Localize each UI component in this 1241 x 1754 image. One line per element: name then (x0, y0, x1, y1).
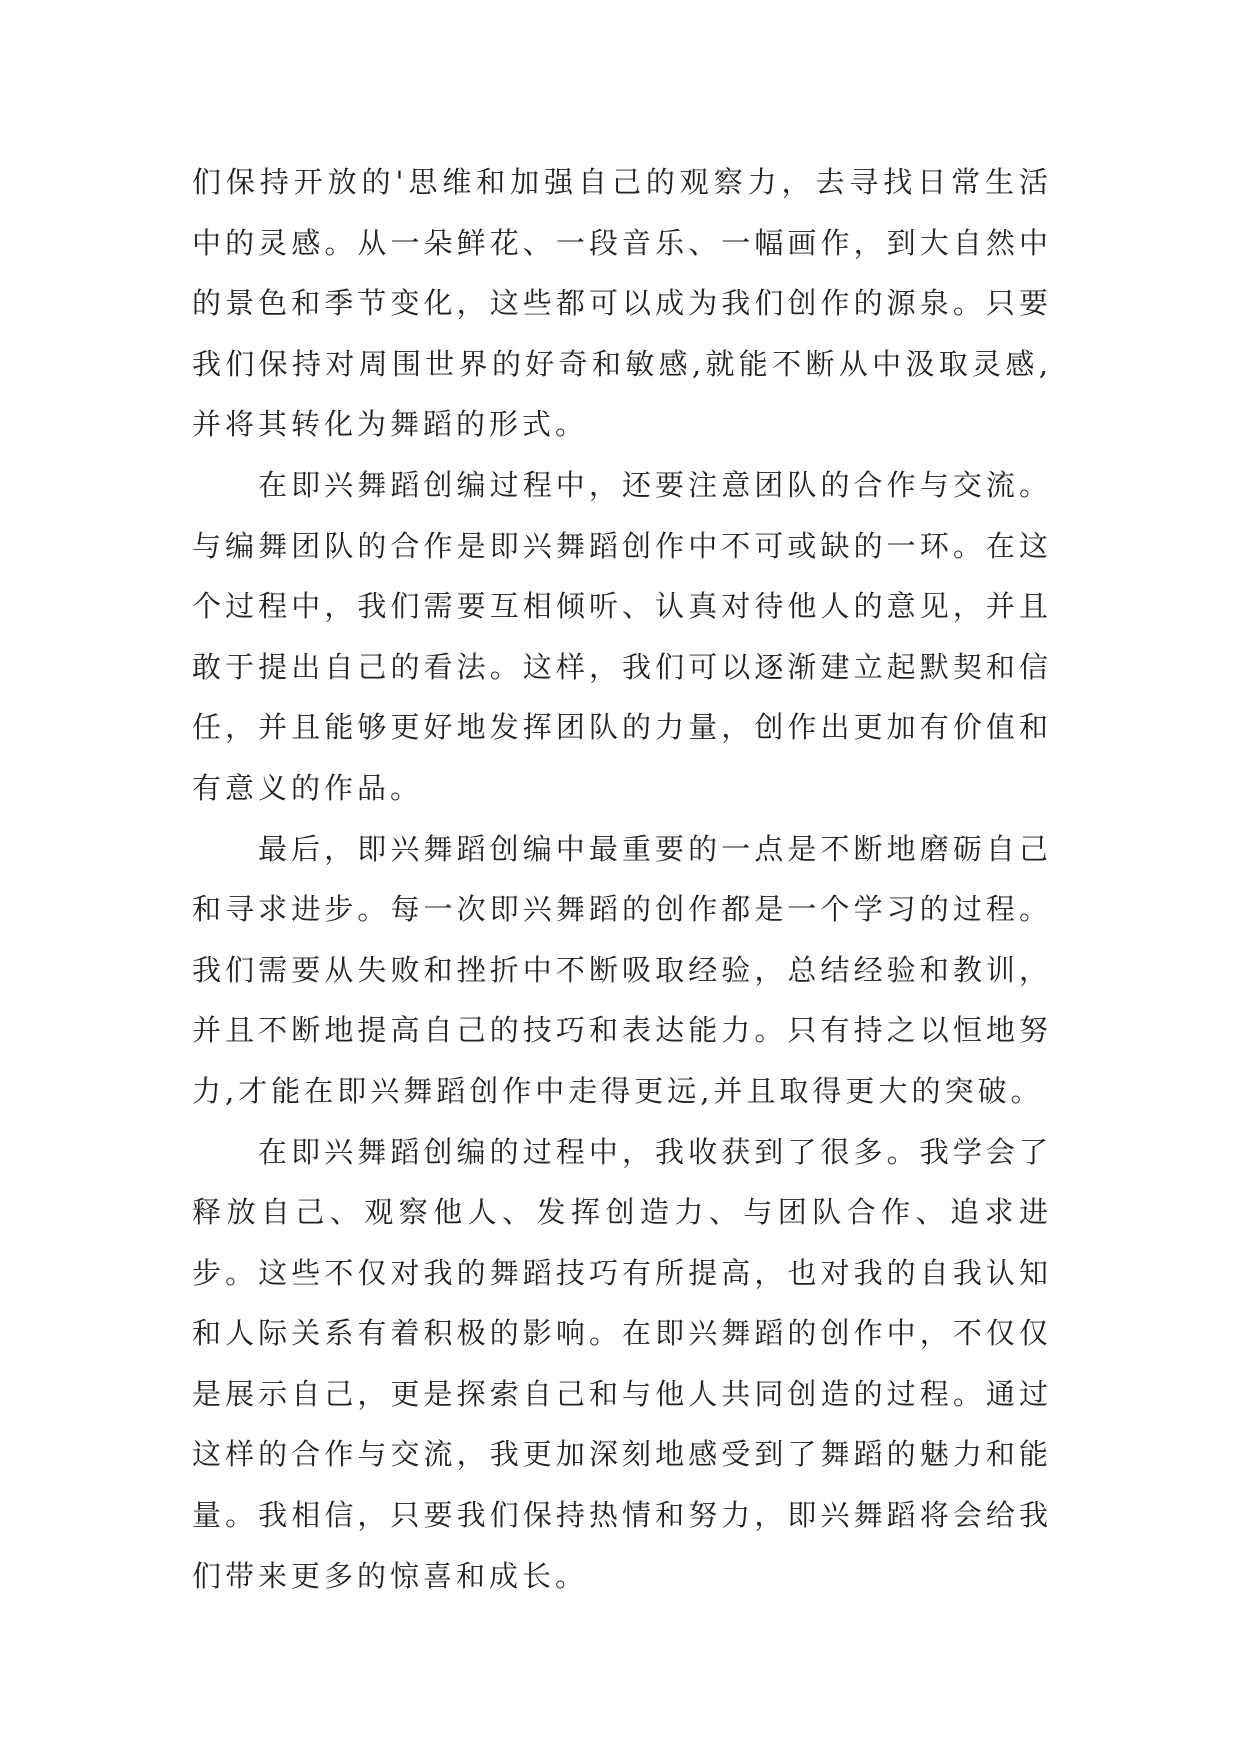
document-body (192, 152, 1052, 1606)
paragraph-3: 最后，即兴舞蹈创编中最重要的一点是不断地磨砺自己和寻求进步。每一次即兴舞蹈的创作都是一个学习的过程。我们需要从失败和挫折中不断吸取经验，总结经验和教训，并且不断地提高自己的技巧和表达能力。只有持之以恒地努力,才能在即兴舞蹈创作中走得更远,并且取得更大的突破。 (192, 831, 1052, 1108)
paragraph-2: 在即兴舞蹈创编过程中，还要注意团队的合作与交流。与编舞团队的合作是即兴舞蹈创作中不可或缺的一环。在这个过程中，我们需要互相倾听、认真对待他人的意见，并且敢于提出自己的看法。这样，我们可以逐渐建立起默契和信任，并且能够更好地发挥团队的力量，创作出更加有价值和有意义的作品。 (192, 467, 1052, 805)
paragraph-4: 在即兴舞蹈创编的过程中，我收获到了很多。我学会了释放自己、观察他人、发挥创造力、与团队合作、追求进步。这些不仅对我的舞蹈技巧有所提高，也对我的自我认知和人际关系有着积极的影响。在即兴舞蹈的创作中，不仅仅是展示自己，更是探索自己和与他人共同创造的过程。通过这样的合作与交流，我更加深刻地感受到了舞蹈的魅力和能量。我相信，只要我们保持热情和努力，即兴舞蹈将会给我们带来更多的惊喜和成长。 (192, 1134, 1052, 1593)
paragraph-1: 们保持开放的'思维和加强自己的观察力，去寻找日常生活中的灵感。从一朵鲜花、一段音乐、一幅画作，到大自然中的景色和季节变化，这些都可以成为我们创作的源泉。只要我们保持对周围世界的好奇和敏感,就能不断从中汲取灵感,并将其转化为舞蹈的形式。 (192, 165, 1052, 442)
